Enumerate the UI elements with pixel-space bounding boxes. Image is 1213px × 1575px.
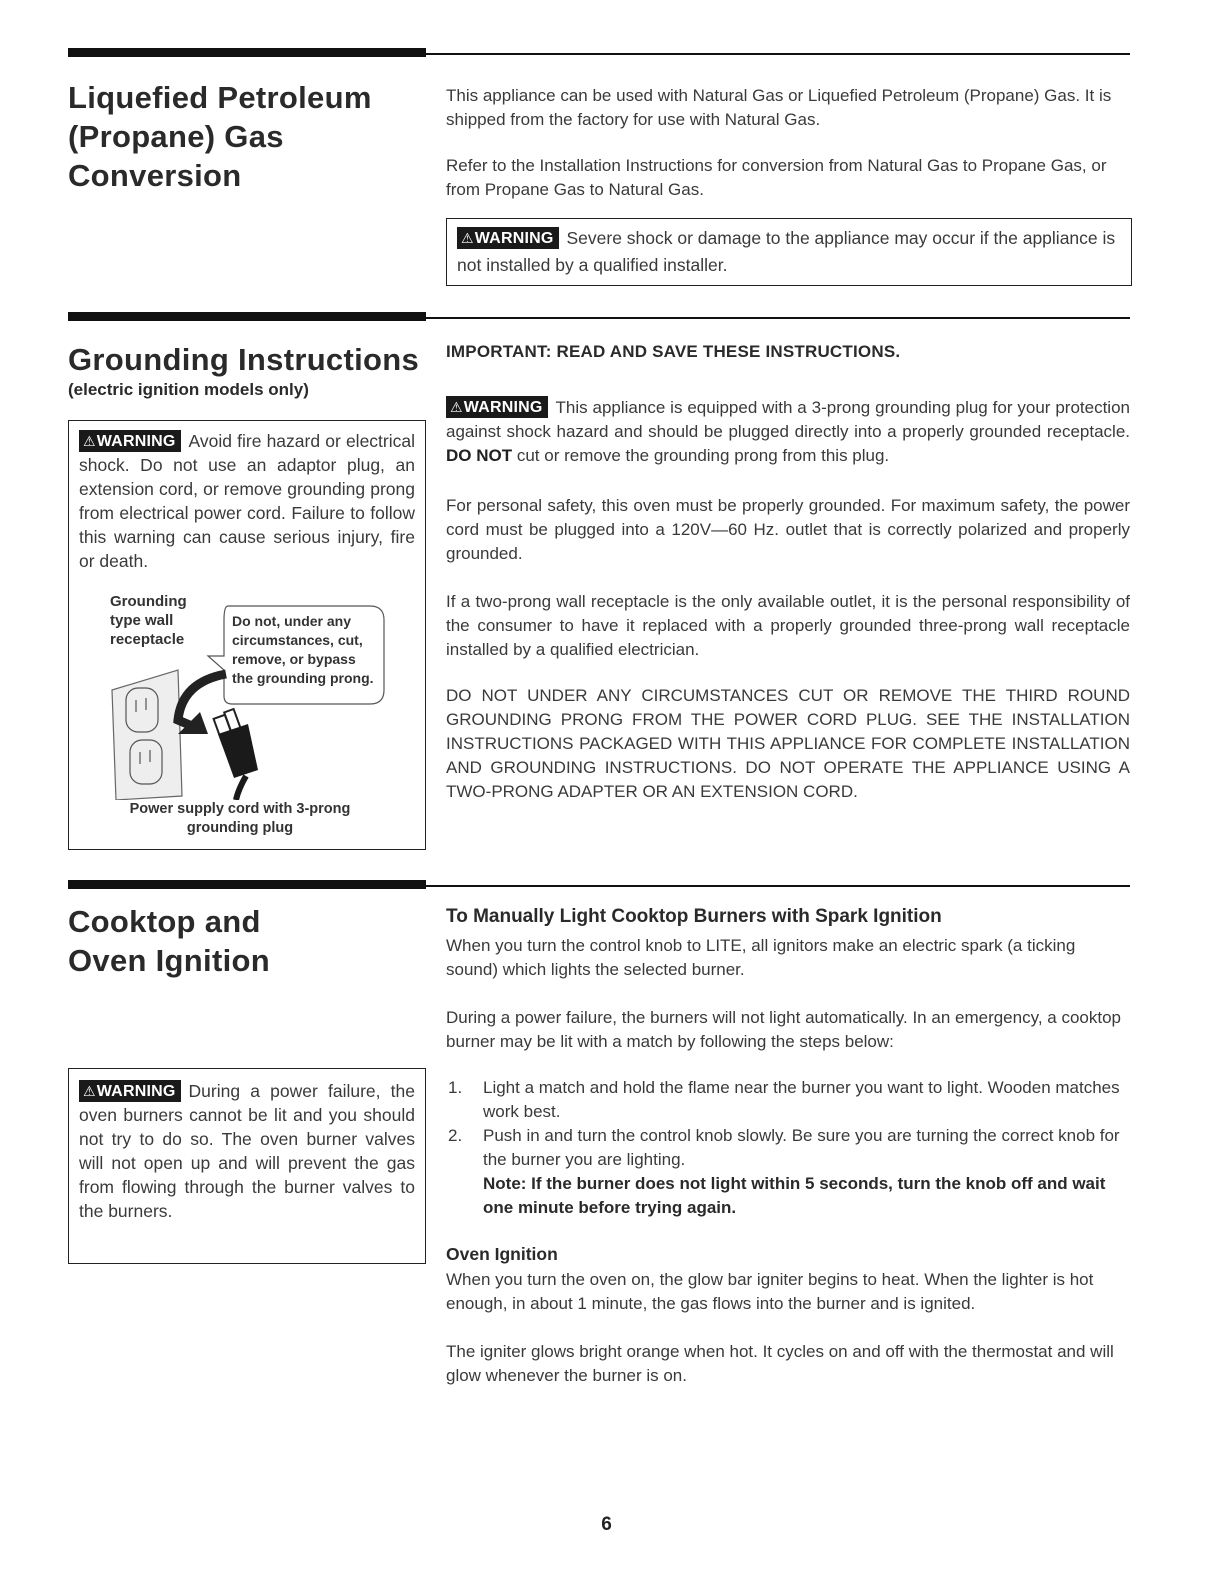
list-item — [446, 1172, 1130, 1220]
lp-paragraph-1: This appliance can be used with Natural Gas or Liquefied Petroleum (Propane) Gas. It is shipped from the factory for use with Natural Gas. — [446, 86, 1112, 129]
list-item — [446, 1076, 1130, 1124]
warning-badge-label: WARNING — [474, 230, 554, 247]
warning-badge-label: WARNING — [96, 433, 176, 450]
page-number: 6 — [601, 1514, 612, 1535]
lp-warning-text-block — [457, 225, 1121, 279]
warning-triangle-icon: ⚠ — [83, 433, 96, 449]
grounding-section-title: Grounding Instructions — [68, 342, 420, 377]
ignition-title-line-1: Cooktop and — [68, 904, 261, 939]
ignition-note: Note: If the burner does not light within 5 seconds, turn the knob off and wait one minute before trying again. — [483, 1174, 1106, 1217]
warning-badge-label: WARNING — [96, 1083, 176, 1100]
ignition-title-line-2: Oven Ignition — [68, 943, 270, 978]
important-heading: IMPORTANT: READ AND SAVE THESE INSTRUCTIONS. — [446, 342, 901, 361]
ignition-warning-box — [68, 1068, 426, 1264]
grounding-subtitle: (electric ignition models only) — [68, 380, 309, 399]
ignition-steps-list — [446, 1076, 1130, 1220]
step-number: 2. — [448, 1126, 463, 1145]
lp-title-line-3: Conversion — [68, 158, 242, 193]
grounding-caps-paragraph: DO NOT UNDER ANY CIRCUMSTANCES CUT OR REMOVE THE THIRD ROUND GROUNDING PRONG FROM THE POWER CORD PLUG. SEE THE INSTALLATION INSTRUCTIONS PACKAGED WITH THIS APPLIANCE FOR COMPLETE INSTALLATION AND GROUNDING INSTRUCTIONS. DO NOT OPERATE THE APPLIANCE USING A TWO-PRONG ADAPTER OR AN EXTENSION CORD. — [446, 686, 1130, 801]
section-rule-grounding — [68, 312, 1130, 321]
grounding-two-prong-paragraph: If a two-prong wall receptacle is the only available outlet, it is the personal responsibility of the consumer to have it replaced with a properly grounded three-prong wall receptacle installed by a qualified electrician. — [446, 592, 1130, 659]
lp-section-title — [68, 78, 372, 195]
oven-ignition-heading: Oven Ignition — [446, 1244, 558, 1264]
warning-badge — [79, 1080, 181, 1102]
step-number: 1. — [448, 1078, 463, 1097]
illus-cord-label: Power supply cord with 3-prong grounding plug — [129, 801, 351, 836]
lp-title-line-1: Liquefied Petroleum — [68, 80, 372, 115]
section-rule-ignition — [68, 880, 1130, 889]
manual-light-heading: To Manually Light Cooktop Burners with Spark Ignition — [446, 906, 942, 927]
power-plug-icon — [214, 709, 258, 800]
warning-triangle-icon: ⚠ — [461, 230, 474, 246]
ignition-box-text-block — [79, 1079, 415, 1223]
ignition-box-warning-text: During a power failure, the oven burners cannot be lit and you should not try to do so. The oven burner valves will not open up and will prevent the gas from flowing through the burner valves to the burners. — [79, 1081, 415, 1221]
wall-plate-icon — [112, 670, 182, 800]
grounding-warn-text-b: cut or remove the grounding prong from this plug. — [516, 446, 890, 465]
warning-badge — [457, 227, 559, 249]
warning-badge — [79, 430, 181, 452]
warning-badge — [446, 396, 548, 418]
section-rule-lp — [68, 48, 1130, 57]
illus-bubble-text: Do not, under any circumstances, cut, remove, or bypass the grounding prong. — [232, 613, 374, 686]
ignition-section-title — [68, 902, 270, 980]
lp-warning-box — [446, 218, 1132, 286]
grounding-warning-paragraph — [446, 396, 1130, 468]
step-text: Push in and turn the control knob slowly. Be sure you are turning the correct knob for the burner you are lighting. — [483, 1126, 1120, 1169]
lp-paragraph-2: Refer to the Installation Instructions for conversion from Natural Gas to Propane Gas, or from Propane Gas to Natural Gas. — [446, 156, 1107, 199]
ignition-paragraph-2: During a power failure, the burners will not light automatically. In an emergency, a cooktop burner may be lit with a match by following the steps below: — [446, 1008, 1121, 1051]
lp-title-line-2: (Propane) Gas — [68, 119, 284, 154]
warning-triangle-icon: ⚠ — [450, 399, 463, 415]
oven-ignition-paragraph-1: When you turn the oven on, the glow bar igniter begins to heat. When the lighter is hot enough, in about 1 minute, the gas flows into the burner and is ignited. — [446, 1270, 1094, 1313]
step-text: Light a match and hold the flame near the burner you want to light. Wooden matches work best. — [483, 1078, 1120, 1121]
ignition-paragraph-1: When you turn the control knob to LITE, all ignitors make an electric spark (a ticking sound) which lights the selected burner. — [446, 936, 1076, 979]
lp-warning-text: Severe shock or damage to the appliance may occur if the appliance is not installed by a qualified installer. — [457, 228, 1116, 275]
grounding-box-text-block — [79, 429, 415, 573]
list-item — [446, 1124, 1130, 1172]
grounding-warn-bold: DO NOT — [446, 446, 513, 465]
warning-triangle-icon: ⚠ — [83, 1083, 96, 1099]
oven-ignition-paragraph-2: The igniter glows bright orange when hot. It cycles on and off with the thermostat and will glow whenever the burner is on. — [446, 1342, 1114, 1385]
grounding-safety-paragraph: For personal safety, this oven must be properly grounded. For maximum safety, the power cord must be plugged into a 120V—60 Hz. outlet that is correctly polarized and properly grounded. — [446, 496, 1130, 563]
warning-badge-label: WARNING — [463, 399, 543, 416]
illus-receptacle-label: Grounding type wall receptacle — [110, 593, 187, 648]
grounding-box-warning-text: Avoid fire hazard or electrical shock. Do not use an adaptor plug, an extension cord, or remove grounding prong from electrical power cord. Failure to follow this warning can cause serious injury, fire or death. — [79, 431, 415, 571]
grounding-warn-text-a: This appliance is equipped with a 3-prong grounding plug for your protection against shock hazard and should be plugged directly into a properly grounded receptacle. — [446, 398, 1130, 441]
